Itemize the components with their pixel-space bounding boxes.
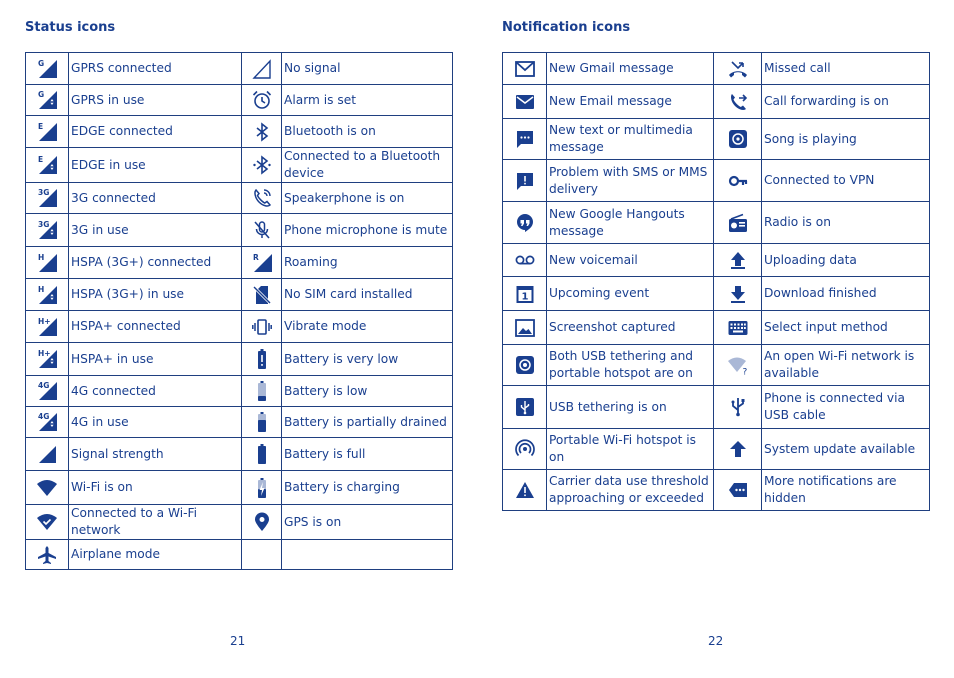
icon-cell: [714, 429, 762, 470]
svg-text:3G: 3G: [38, 220, 50, 229]
icon-cell: [714, 386, 762, 429]
song-playing-icon: [728, 129, 748, 149]
page-number-left: 21: [230, 634, 246, 648]
table-row: [26, 53, 453, 85]
status-icons-table: [25, 52, 453, 570]
roaming-icon: [252, 253, 272, 273]
battery-very-low-icon: [252, 349, 272, 369]
description-cell: Carrier data use threshold approaching or exceeded: [547, 470, 714, 511]
3g-signal-inuse-icon: [37, 220, 57, 240]
vpn-key-icon: [728, 171, 748, 191]
description-cell: No SIM card installed: [282, 279, 453, 311]
table-row: [26, 540, 453, 570]
description-cell: Portable Wi-Fi hotspot is on: [547, 429, 714, 470]
description-cell: USB tethering is on: [547, 386, 714, 429]
svg-text:4G: 4G: [38, 412, 50, 421]
description-cell: Battery is full: [282, 438, 453, 471]
icon-cell: [714, 470, 762, 511]
description-cell: New text or multimedia message: [547, 119, 714, 160]
icon-cell: [26, 407, 69, 438]
icon-cell: [242, 471, 282, 505]
battery-full-icon: [252, 444, 272, 464]
icon-cell: [242, 116, 282, 148]
description-cell: Upcoming event: [547, 277, 714, 311]
hangouts-icon: [515, 213, 535, 233]
speakerphone-icon: [252, 188, 272, 208]
description-cell: Screenshot captured: [547, 311, 714, 345]
description-cell: Problem with SMS or MMS delivery: [547, 160, 714, 202]
description-cell: Alarm is set: [282, 85, 453, 116]
description-cell: More notifications are hidden: [762, 470, 930, 511]
icon-cell: [26, 376, 69, 407]
notification-icons-table: [502, 52, 930, 511]
icon-cell: [714, 277, 762, 311]
description-cell: HSPA+ connected: [69, 311, 242, 343]
system-update-icon: [728, 439, 748, 459]
icon-cell: [26, 53, 69, 85]
icon-cell: [714, 85, 762, 119]
icon-cell: [242, 214, 282, 247]
table-row: [503, 470, 930, 511]
page-number-right: 22: [708, 634, 724, 648]
no-signal-icon: [252, 59, 272, 79]
table-row: [503, 311, 930, 345]
table-row: [26, 311, 453, 343]
icon-cell: [26, 214, 69, 247]
description-cell: Call forwarding is on: [762, 85, 930, 119]
svg-text:G: G: [38, 90, 45, 99]
icon-cell: [242, 53, 282, 85]
table-row: [26, 376, 453, 407]
e-signal-icon: [37, 122, 57, 142]
description-cell: HSPA (3G+) in use: [69, 279, 242, 311]
calendar-icon: [515, 284, 535, 304]
icon-cell: [503, 277, 547, 311]
usb-cable-icon: [728, 397, 748, 417]
description-cell: 3G in use: [69, 214, 242, 247]
hplus-signal-icon: [37, 317, 57, 337]
icon-cell: [242, 279, 282, 311]
description-cell: [282, 540, 453, 570]
icon-cell: [242, 85, 282, 116]
4g-signal-icon: [37, 381, 57, 401]
description-cell: Bluetooth is on: [282, 116, 453, 148]
icon-cell: [242, 438, 282, 471]
icon-cell: [26, 343, 69, 376]
table-row: [503, 277, 930, 311]
table-row: [503, 345, 930, 386]
table-row: [26, 214, 453, 247]
description-cell: GPRS in use: [69, 85, 242, 116]
icon-cell: [503, 429, 547, 470]
description-cell: HSPA (3G+) connected: [69, 247, 242, 279]
svg-text:H: H: [38, 284, 45, 294]
alarm-icon: [252, 90, 272, 110]
svg-text:H: H: [38, 252, 45, 262]
icon-cell: [242, 343, 282, 376]
icon-cell: [242, 505, 282, 540]
vibrate-icon: [252, 317, 272, 337]
h-signal-icon: [37, 253, 57, 273]
description-cell: New Email message: [547, 85, 714, 119]
icon-cell: [26, 279, 69, 311]
description-cell: 4G connected: [69, 376, 242, 407]
table-row: [503, 386, 930, 429]
description-cell: EDGE in use: [69, 148, 242, 183]
description-cell: New Google Hangouts message: [547, 202, 714, 244]
no-sim-icon: [252, 285, 272, 305]
description-cell: Battery is very low: [282, 343, 453, 376]
table-row: [26, 116, 453, 148]
table-row: [26, 247, 453, 279]
description-cell: GPS is on: [282, 505, 453, 540]
usb-hotspot-icon: [515, 355, 535, 375]
description-cell: Song is playing: [762, 119, 930, 160]
description-cell: An open Wi-Fi network is available: [762, 345, 930, 386]
description-cell: HSPA+ in use: [69, 343, 242, 376]
table-row: [26, 183, 453, 214]
battery-partial-icon: [252, 412, 272, 432]
svg-text:H+: H+: [38, 349, 51, 358]
description-cell: 3G connected: [69, 183, 242, 214]
description-cell: Phone microphone is mute: [282, 214, 453, 247]
wifi-connected-icon: [37, 512, 57, 532]
4g-signal-inuse-icon: [37, 412, 57, 432]
icon-cell: [242, 540, 282, 570]
icon-cell: [503, 470, 547, 511]
keyboard-icon: [728, 318, 748, 338]
description-cell: Uploading data: [762, 244, 930, 277]
icon-cell: [714, 244, 762, 277]
icon-cell: [26, 438, 69, 471]
icon-cell: [26, 505, 69, 540]
table-row: [26, 438, 453, 471]
download-icon: [728, 284, 748, 304]
more-notifications-icon: [728, 480, 748, 500]
description-cell: Download finished: [762, 277, 930, 311]
description-cell: Phone is connected via USB cable: [762, 386, 930, 429]
upload-icon: [728, 250, 748, 270]
table-row: [503, 160, 930, 202]
description-cell: Speakerphone is on: [282, 183, 453, 214]
svg-text:E: E: [38, 155, 44, 164]
svg-text:G: G: [38, 58, 45, 68]
svg-text:1: 1: [521, 291, 528, 302]
icon-cell: [503, 119, 547, 160]
table-row: [26, 279, 453, 311]
g-signal-icon: [37, 59, 57, 79]
radio-icon: [728, 213, 748, 233]
description-cell: Airplane mode: [69, 540, 242, 570]
description-cell: Connected to a Bluetooth device: [282, 148, 453, 183]
icon-cell: [26, 540, 69, 570]
svg-text:4G: 4G: [38, 381, 50, 390]
table-row: [503, 119, 930, 160]
notification-icons-heading: Notification icons: [502, 20, 631, 35]
description-cell: Signal strength: [69, 438, 242, 471]
description-cell: Battery is low: [282, 376, 453, 407]
table-row: [26, 505, 453, 540]
battery-low-icon: [252, 381, 272, 401]
table-row: [26, 407, 453, 438]
3g-signal-icon: [37, 188, 57, 208]
description-cell: Both USB tethering and portable hotspot are on: [547, 345, 714, 386]
icon-cell: [242, 247, 282, 279]
email-icon: [515, 92, 535, 112]
icon-cell: [26, 116, 69, 148]
icon-cell: [714, 202, 762, 244]
table-row: [26, 148, 453, 183]
gmail-icon: [515, 59, 535, 79]
call-forward-icon: [728, 92, 748, 112]
icon-cell: [503, 202, 547, 244]
description-cell: No signal: [282, 53, 453, 85]
description-cell: Wi-Fi is on: [69, 471, 242, 505]
description-cell: Connected to a Wi-Fi network: [69, 505, 242, 540]
table-row: [26, 343, 453, 376]
icon-cell: [26, 85, 69, 116]
description-cell: GPRS connected: [69, 53, 242, 85]
description-cell: Vibrate mode: [282, 311, 453, 343]
icon-cell: [714, 160, 762, 202]
icon-cell: [26, 183, 69, 214]
icon-cell: [26, 148, 69, 183]
battery-charging-icon: [252, 478, 272, 498]
wifi-icon: [37, 478, 57, 498]
description-cell: EDGE connected: [69, 116, 242, 148]
bluetooth-icon: [252, 122, 272, 142]
open-wifi-icon: [728, 355, 748, 378]
icon-cell: [26, 311, 69, 343]
svg-text:R: R: [252, 252, 259, 262]
svg-text:H+: H+: [38, 316, 51, 326]
icon-cell: [242, 407, 282, 438]
icon-cell: [242, 376, 282, 407]
g-signal-inuse-icon: [37, 90, 57, 110]
description-cell: System update available: [762, 429, 930, 470]
hotspot-icon: [515, 439, 535, 459]
bluetooth-connected-icon: [252, 155, 272, 175]
description-cell: Battery is partially drained: [282, 407, 453, 438]
icon-cell: [503, 345, 547, 386]
description-cell: New voicemail: [547, 244, 714, 277]
svg-text:3G: 3G: [38, 188, 50, 197]
description-cell: Select input method: [762, 311, 930, 345]
e-signal-inuse-icon: [37, 155, 57, 175]
icon-cell: [714, 311, 762, 345]
missed-call-icon: [728, 59, 748, 79]
description-cell: Roaming: [282, 247, 453, 279]
table-row: [26, 85, 453, 116]
signal-strength-icon: [37, 444, 57, 464]
svg-text:E: E: [38, 121, 44, 131]
icon-cell: [714, 53, 762, 85]
description-cell: 4G in use: [69, 407, 242, 438]
table-row: [503, 85, 930, 119]
hplus-signal-inuse-icon: [37, 349, 57, 369]
icon-cell: [242, 311, 282, 343]
h-signal-inuse-icon: [37, 285, 57, 305]
icon-cell: [503, 244, 547, 277]
icon-cell: [242, 183, 282, 214]
table-row: [503, 244, 930, 277]
svg-text:?: ?: [742, 367, 747, 378]
description-cell: New Gmail message: [547, 53, 714, 85]
usb-tether-icon: [515, 397, 535, 417]
icon-cell: [714, 345, 762, 386]
sms-problem-icon: [515, 171, 535, 191]
table-row: [503, 429, 930, 470]
gps-icon: [252, 512, 272, 532]
icon-cell: [26, 247, 69, 279]
mic-mute-icon: [252, 220, 272, 240]
table-row: [503, 53, 930, 85]
icon-cell: [503, 386, 547, 429]
table-row: [503, 202, 930, 244]
description-cell: Connected to VPN: [762, 160, 930, 202]
description-cell: Battery is charging: [282, 471, 453, 505]
status-icons-heading: Status icons: [25, 20, 116, 35]
airplane-icon: [37, 545, 57, 565]
icon-cell: [242, 148, 282, 183]
icon-cell: [503, 311, 547, 345]
icon-cell: [503, 85, 547, 119]
icon-cell: [714, 119, 762, 160]
description-cell: Missed call: [762, 53, 930, 85]
table-row: [26, 471, 453, 505]
icon-cell: [503, 160, 547, 202]
description-cell: Radio is on: [762, 202, 930, 244]
sms-icon: [515, 129, 535, 149]
icon-cell: [503, 53, 547, 85]
screenshot-icon: [515, 318, 535, 338]
icon-cell: [26, 471, 69, 505]
data-warning-icon: [515, 480, 535, 500]
voicemail-icon: [515, 250, 535, 270]
